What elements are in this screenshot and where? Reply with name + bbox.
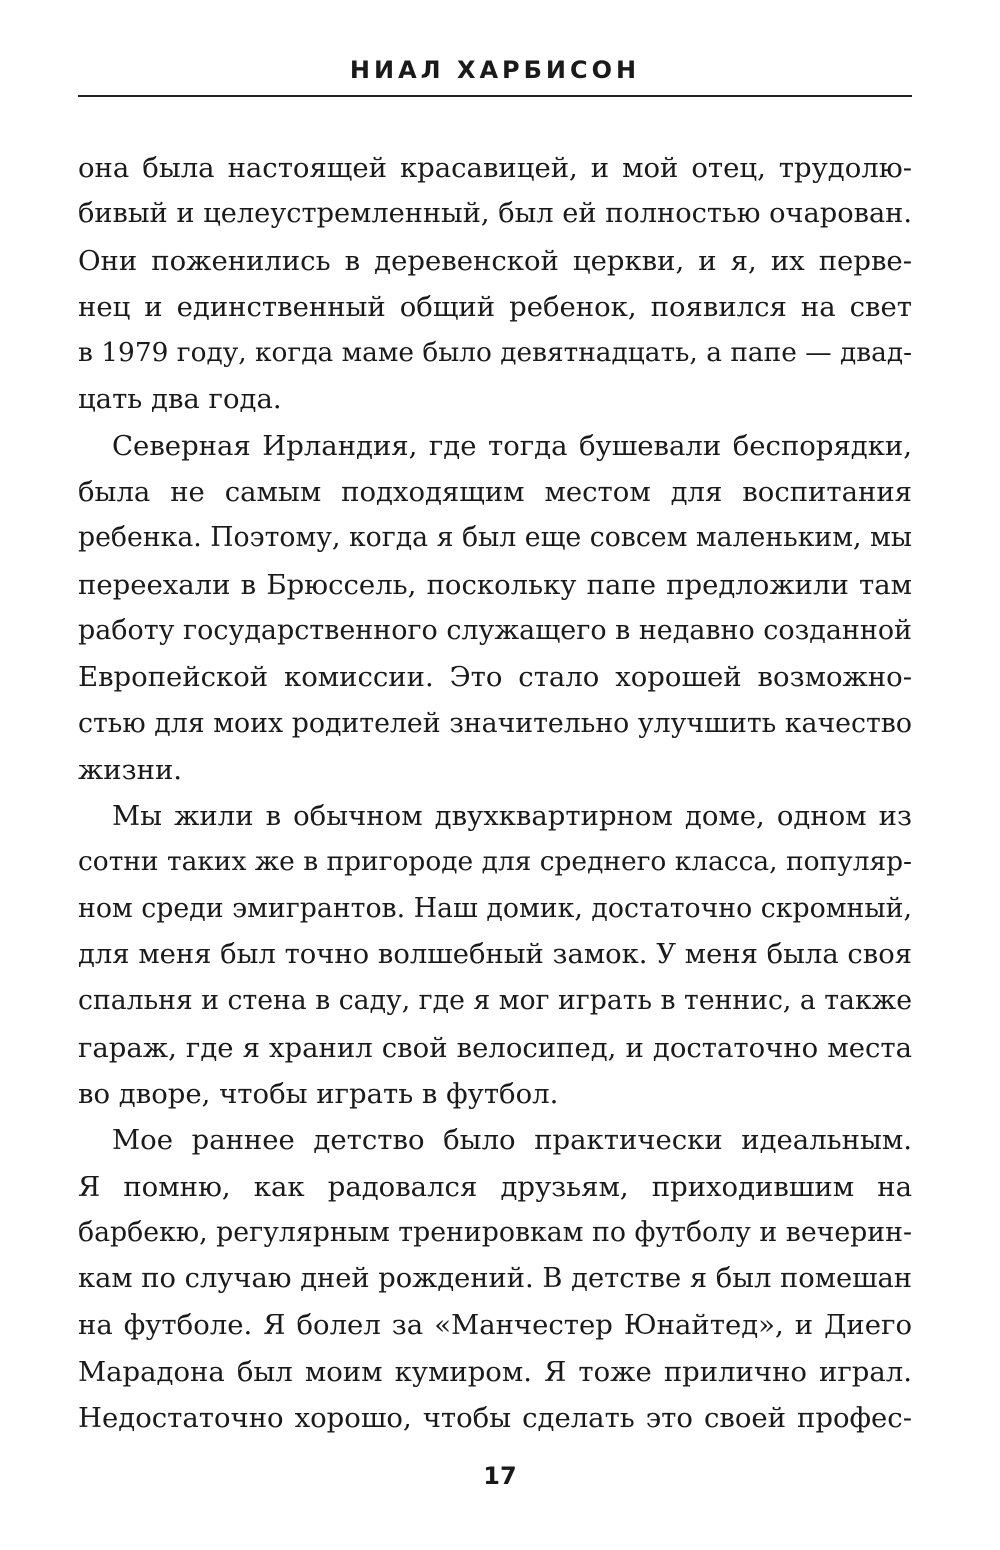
running-header: НИАЛ ХАРБИСОН <box>349 56 641 84</box>
paragraph-3 <box>78 793 912 1117</box>
paragraph-2 <box>78 423 912 793</box>
text-line: бивый и целеустремленный, был ей полностью очарован. <box>78 198 912 230</box>
text-line: сотни таких же в пригороде для среднего класса, популяр- <box>78 846 912 878</box>
text-line: в 1979 году, когда маме было девятнадцать, а папе — двад- <box>78 338 912 369</box>
body-text <box>78 145 912 1441</box>
text-line: ребенка. Поэтому, когда я был еще совсем маленьким, мы <box>78 522 913 554</box>
header-rule <box>78 95 912 97</box>
text-line: стью для моих родителей значительно улучшить качество <box>78 707 912 739</box>
page-number: 17 <box>483 1462 517 1490</box>
text-line: Мы жили в обычном двухквартирном доме, одном из <box>112 800 912 833</box>
text-line: на футболе. Я болел за «Манчестер Юнайтед», и Диего <box>78 1309 912 1342</box>
text-line: ном среди эмигрантов. Наш домик, достаточно скромный, <box>78 892 912 924</box>
text-line: цать два года. <box>78 383 282 416</box>
text-line: Недостаточно хорошо, чтобы сделать это своей профес- <box>78 1402 912 1435</box>
text-line: кам по случаю дней рождений. В детстве я был помешан <box>78 1263 912 1295</box>
text-line: нец и единственный общий ребенок, появился на свет <box>78 290 912 323</box>
text-line: работу государственного служащего в недавно созданной <box>78 614 912 646</box>
paragraph-4 <box>78 1117 912 1441</box>
text-line: переехали в Брюссель, поскольку папе предложили там <box>78 568 912 601</box>
text-line: гараж, где я хранил свой велосипед, и достаточно места <box>78 1031 912 1064</box>
text-line: спальня и стена в саду, где я мог играть в теннис, а также <box>78 985 912 1017</box>
text-line: во дворе, чтобы играть в футбол. <box>78 1077 559 1110</box>
text-line: Они поженились в деревенской церкви, и я, их перве- <box>78 244 912 277</box>
text-line: Северная Ирландия, где тогда бушевали беспорядки, <box>112 429 912 462</box>
text-line: жизни. <box>78 753 183 786</box>
text-line: Мое раннее детство было практически идеальным. <box>112 1124 912 1157</box>
text-line: барбекю, регулярным тренировкам по футболу и вечерин- <box>78 1216 912 1248</box>
text-line: Марадона был моим кумиром. Я тоже прилично играл. <box>78 1355 912 1388</box>
text-line: Европейской комиссии. Это стало хорошей возможно- <box>78 661 912 694</box>
text-line: она была настоящей красавицей, и мой отец, трудолю- <box>78 152 912 184</box>
paragraph-1 <box>78 145 912 423</box>
text-line: Я помню, как радовался друзьям, приходившим на <box>78 1170 912 1203</box>
text-line: для меня был точно волшебный замок. У меня была своя <box>78 939 912 971</box>
text-line: была не самым подходящим местом для воспитания <box>78 476 912 509</box>
